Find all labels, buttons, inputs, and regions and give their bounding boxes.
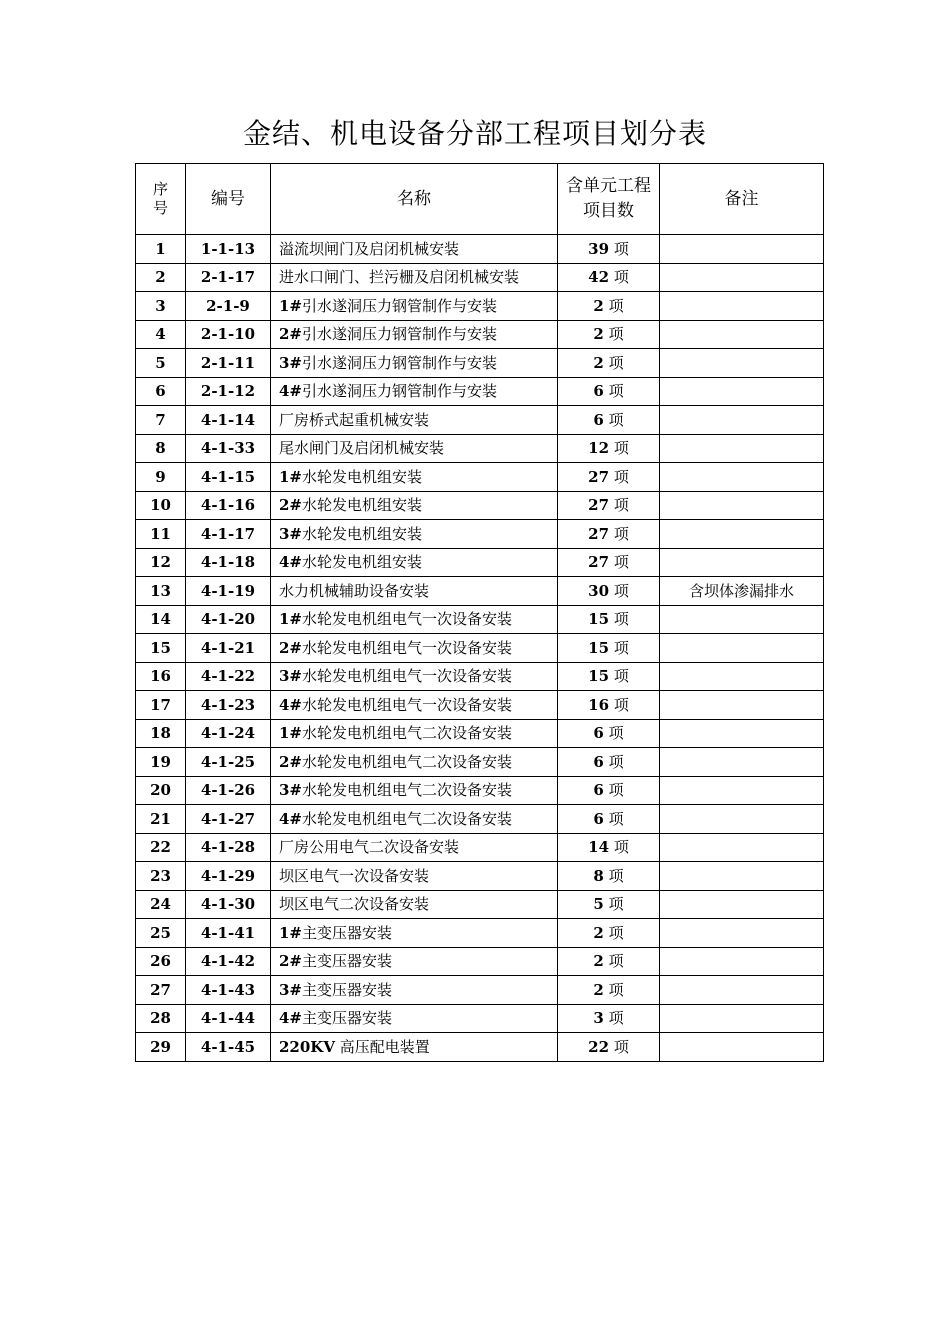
- row-count: [558, 463, 660, 492]
- row-count: [558, 833, 660, 862]
- row-name: [271, 805, 558, 834]
- row-seq: 14: [136, 605, 186, 634]
- row-count-value: 15: [588, 610, 610, 629]
- row-seq: 22: [136, 833, 186, 862]
- row-code: 4-1-45: [186, 1033, 271, 1062]
- row-name: [271, 947, 558, 976]
- row-name-prefix: 3#: [279, 353, 303, 372]
- row-seq: 1: [136, 235, 186, 264]
- row-code: 4-1-28: [186, 833, 271, 862]
- row-code: 4-1-41: [186, 919, 271, 948]
- row-code: 4-1-33: [186, 434, 271, 463]
- row-count: [558, 292, 660, 321]
- row-code: 4-1-42: [186, 947, 271, 976]
- row-seq: 23: [136, 862, 186, 891]
- row-count-unit: 项: [613, 524, 629, 543]
- header-code: 编号: [186, 164, 271, 235]
- row-note: [660, 463, 824, 492]
- row-note: [660, 947, 824, 976]
- row-count: [558, 263, 660, 292]
- row-code: 4-1-17: [186, 520, 271, 549]
- row-count-unit: 项: [608, 724, 624, 743]
- row-code: 2-1-17: [186, 263, 271, 292]
- row-name: [271, 605, 558, 634]
- row-count-value: 15: [588, 638, 610, 657]
- table-header-row: [136, 164, 824, 235]
- row-seq: 6: [136, 377, 186, 406]
- row-name: [271, 976, 558, 1005]
- row-name-text: 引水遂洞压力钢管制作与安装: [302, 296, 498, 315]
- row-count: [558, 320, 660, 349]
- row-name: [271, 406, 558, 435]
- row-count-value: 3: [593, 1009, 604, 1028]
- row-count-value: 27: [588, 553, 610, 572]
- row-note: [660, 377, 824, 406]
- table-row: [136, 862, 824, 891]
- row-count: [558, 548, 660, 577]
- row-name-prefix: 220KV: [279, 1037, 335, 1056]
- row-seq: 29: [136, 1033, 186, 1062]
- row-name: [271, 263, 558, 292]
- row-name: [271, 349, 558, 378]
- row-code: 2-1-11: [186, 349, 271, 378]
- table-row: [136, 577, 824, 606]
- row-code: 4-1-19: [186, 577, 271, 606]
- row-seq: 5: [136, 349, 186, 378]
- row-seq: 12: [136, 548, 186, 577]
- row-note: [660, 919, 824, 948]
- table-row: [136, 320, 824, 349]
- row-count: [558, 976, 660, 1005]
- row-name: [271, 434, 558, 463]
- row-count-value: 16: [588, 695, 610, 714]
- row-code: 4-1-18: [186, 548, 271, 577]
- row-code: 4-1-44: [186, 1004, 271, 1033]
- table-row: [136, 833, 824, 862]
- row-code: 4-1-25: [186, 748, 271, 777]
- row-seq: 17: [136, 691, 186, 720]
- table-row: [136, 377, 824, 406]
- row-name: [271, 691, 558, 720]
- table-row: [136, 434, 824, 463]
- row-note: [660, 235, 824, 264]
- row-code: 1-1-13: [186, 235, 271, 264]
- row-name: [271, 320, 558, 349]
- row-name: [271, 1004, 558, 1033]
- row-name-text: 高压配电装置: [335, 1037, 430, 1056]
- row-count: [558, 434, 660, 463]
- row-name-text: 水轮发电机组安装: [302, 524, 423, 543]
- row-count: [558, 406, 660, 435]
- table-row: [136, 463, 824, 492]
- row-count-unit: 项: [608, 952, 624, 971]
- row-code: 4-1-23: [186, 691, 271, 720]
- row-count-unit: 项: [608, 382, 624, 401]
- row-count-unit: 项: [613, 553, 629, 572]
- table-row: [136, 919, 824, 948]
- header-seq: 序号: [136, 164, 186, 235]
- row-name-text: 水轮发电机组电气一次设备安装: [302, 610, 513, 629]
- row-seq: 25: [136, 919, 186, 948]
- row-name-text: 主变压器安装: [302, 980, 393, 999]
- table-row: [136, 548, 824, 577]
- row-code: 4-1-15: [186, 463, 271, 492]
- row-seq: 3: [136, 292, 186, 321]
- table-row: [136, 1033, 824, 1062]
- row-note: [660, 520, 824, 549]
- row-note: [660, 349, 824, 378]
- row-name-text: 水轮发电机组安装: [302, 467, 423, 486]
- row-note: 含坝体渗漏排水: [660, 577, 824, 606]
- header-note: 备注: [660, 164, 824, 235]
- row-note: [660, 1004, 824, 1033]
- row-note: [660, 434, 824, 463]
- table-row: [136, 748, 824, 777]
- table-row: [136, 634, 824, 663]
- row-count-value: 2: [593, 296, 604, 315]
- row-count: [558, 605, 660, 634]
- row-note: [660, 862, 824, 891]
- row-count-unit: 项: [613, 439, 629, 458]
- row-count-value: 6: [593, 781, 604, 800]
- row-count-unit: 项: [613, 695, 629, 714]
- row-code: 2-1-10: [186, 320, 271, 349]
- row-code: 4-1-16: [186, 491, 271, 520]
- row-count-value: 15: [588, 667, 610, 686]
- row-count-unit: 项: [613, 467, 629, 486]
- row-count-unit: 项: [608, 980, 624, 999]
- table-row: [136, 263, 824, 292]
- row-code: 4-1-30: [186, 890, 271, 919]
- row-name: [271, 833, 558, 862]
- row-seq: 28: [136, 1004, 186, 1033]
- row-code: 4-1-27: [186, 805, 271, 834]
- row-name-prefix: 1#: [279, 610, 303, 629]
- row-note: [660, 292, 824, 321]
- row-count-unit: 项: [608, 895, 624, 914]
- row-count: [558, 719, 660, 748]
- row-note: [660, 263, 824, 292]
- row-count-unit: 项: [613, 239, 629, 258]
- row-code: 2-1-12: [186, 377, 271, 406]
- table-row: [136, 292, 824, 321]
- row-seq: 11: [136, 520, 186, 549]
- row-name-text: 厂房公用电气二次设备安装: [279, 838, 460, 857]
- row-count-unit: 项: [613, 1037, 629, 1056]
- row-seq: 10: [136, 491, 186, 520]
- table-row: [136, 1004, 824, 1033]
- row-note: [660, 719, 824, 748]
- row-seq: 8: [136, 434, 186, 463]
- table-row: [136, 976, 824, 1005]
- table-body: [136, 235, 824, 1062]
- row-count-unit: 项: [613, 838, 629, 857]
- row-count-value: 5: [593, 895, 604, 914]
- row-count: [558, 748, 660, 777]
- row-note: [660, 548, 824, 577]
- row-count: [558, 349, 660, 378]
- row-name-prefix: 4#: [279, 1009, 303, 1028]
- row-count-unit: 项: [613, 638, 629, 657]
- row-name-text: 引水遂洞压力钢管制作与安装: [302, 325, 498, 344]
- header-name: 名称: [271, 164, 558, 235]
- row-count: [558, 520, 660, 549]
- row-name-text: 水轮发电机组电气二次设备安装: [302, 781, 513, 800]
- row-name-text: 进水口闸门、拦污栅及启闭机械安装: [279, 268, 520, 287]
- row-seq: 27: [136, 976, 186, 1005]
- row-note: [660, 605, 824, 634]
- row-count: [558, 377, 660, 406]
- row-count-unit: 项: [613, 667, 629, 686]
- row-count-value: 14: [588, 838, 610, 857]
- row-count: [558, 691, 660, 720]
- row-name-prefix: 1#: [279, 296, 303, 315]
- row-count-value: 2: [593, 923, 604, 942]
- row-note: [660, 491, 824, 520]
- row-code: 2-1-9: [186, 292, 271, 321]
- table-row: [136, 691, 824, 720]
- header-count: 含单元工程项目数: [558, 164, 660, 235]
- row-seq: 16: [136, 662, 186, 691]
- row-count-value: 2: [593, 353, 604, 372]
- row-count-value: 2: [593, 952, 604, 971]
- row-code: 4-1-20: [186, 605, 271, 634]
- row-name: [271, 577, 558, 606]
- row-count-value: 6: [593, 809, 604, 828]
- row-name-prefix: 4#: [279, 809, 303, 828]
- row-count-value: 8: [593, 866, 604, 885]
- page-title: 金结、机电设备分部工程项目划分表: [242, 117, 707, 150]
- row-note: [660, 662, 824, 691]
- table-row: [136, 776, 824, 805]
- table-row: [136, 605, 824, 634]
- row-count-unit: 项: [608, 781, 624, 800]
- row-name-prefix: 2#: [279, 638, 303, 657]
- table-row: [136, 805, 824, 834]
- row-count: [558, 235, 660, 264]
- row-count-value: 2: [593, 980, 604, 999]
- row-name-text: 引水遂洞压力钢管制作与安装: [302, 353, 498, 372]
- row-seq: 9: [136, 463, 186, 492]
- row-name-text: 水轮发电机组安装: [302, 553, 423, 572]
- row-note: [660, 890, 824, 919]
- row-name-prefix: 2#: [279, 952, 303, 971]
- row-name-text: 水力机械辅助设备安装: [279, 581, 430, 600]
- row-name-prefix: 1#: [279, 724, 303, 743]
- row-seq: 21: [136, 805, 186, 834]
- row-count: [558, 947, 660, 976]
- row-count: [558, 662, 660, 691]
- row-count-value: 2: [593, 325, 604, 344]
- row-note: [660, 406, 824, 435]
- row-code: 4-1-29: [186, 862, 271, 891]
- row-name-prefix: 2#: [279, 752, 303, 771]
- row-seq: 2: [136, 263, 186, 292]
- row-count-value: 27: [588, 496, 610, 515]
- row-name-prefix: 3#: [279, 524, 303, 543]
- row-name: [271, 890, 558, 919]
- table-row: [136, 662, 824, 691]
- table-row: [136, 719, 824, 748]
- row-count-unit: 项: [608, 752, 624, 771]
- row-count-unit: 项: [608, 866, 624, 885]
- row-name-text: 水轮发电机组电气二次设备安装: [302, 809, 513, 828]
- row-name: [271, 520, 558, 549]
- row-seq: 15: [136, 634, 186, 663]
- row-count-unit: 项: [608, 296, 624, 315]
- project-division-table: [135, 163, 824, 1062]
- row-note: [660, 1033, 824, 1062]
- row-name: [271, 662, 558, 691]
- row-name: [271, 463, 558, 492]
- row-name: [271, 292, 558, 321]
- row-name-prefix: 1#: [279, 923, 303, 942]
- row-code: 4-1-22: [186, 662, 271, 691]
- row-name-text: 水轮发电机组电气二次设备安装: [302, 752, 513, 771]
- row-name-text: 水轮发电机组电气二次设备安装: [302, 724, 513, 743]
- row-code: 4-1-26: [186, 776, 271, 805]
- row-count-value: 27: [588, 524, 610, 543]
- table-row: [136, 406, 824, 435]
- row-name-text: 坝区电气二次设备安装: [279, 895, 430, 914]
- row-count-value: 6: [593, 382, 604, 401]
- row-code: 4-1-24: [186, 719, 271, 748]
- row-code: 4-1-14: [186, 406, 271, 435]
- row-count-value: 27: [588, 467, 610, 486]
- row-name: [271, 1033, 558, 1062]
- row-count-unit: 项: [608, 1009, 624, 1028]
- row-count-unit: 项: [608, 353, 624, 372]
- row-name-text: 厂房桥式起重机械安装: [279, 410, 430, 429]
- row-seq: 20: [136, 776, 186, 805]
- row-count: [558, 634, 660, 663]
- table-row: [136, 491, 824, 520]
- row-count: [558, 890, 660, 919]
- row-note: [660, 976, 824, 1005]
- row-count: [558, 577, 660, 606]
- row-seq: 26: [136, 947, 186, 976]
- row-name: [271, 862, 558, 891]
- row-seq: 4: [136, 320, 186, 349]
- row-count-value: 39: [588, 239, 610, 258]
- row-count: [558, 1004, 660, 1033]
- row-note: [660, 833, 824, 862]
- row-name-text: 水轮发电机组电气一次设备安装: [302, 638, 513, 657]
- row-name-prefix: 1#: [279, 467, 303, 486]
- row-note: [660, 691, 824, 720]
- row-note: [660, 320, 824, 349]
- row-name-prefix: 3#: [279, 980, 303, 999]
- row-name: [271, 377, 558, 406]
- row-count: [558, 919, 660, 948]
- row-count-value: 22: [588, 1037, 610, 1056]
- row-count-value: 42: [588, 268, 610, 287]
- row-name-text: 水轮发电机组电气一次设备安装: [302, 695, 513, 714]
- row-note: [660, 748, 824, 777]
- row-count-value: 6: [593, 752, 604, 771]
- row-name-prefix: 4#: [279, 695, 303, 714]
- row-seq: 19: [136, 748, 186, 777]
- row-seq: 24: [136, 890, 186, 919]
- table-row: [136, 947, 824, 976]
- row-count-unit: 项: [613, 496, 629, 515]
- row-name-text: 溢流坝闸门及启闭机械安装: [279, 239, 460, 258]
- row-name-prefix: 2#: [279, 325, 303, 344]
- row-name-text: 水轮发电机组电气一次设备安装: [302, 667, 513, 686]
- row-count: [558, 805, 660, 834]
- row-name: [271, 748, 558, 777]
- row-name-prefix: 3#: [279, 667, 303, 686]
- row-name-text: 主变压器安装: [302, 923, 393, 942]
- row-name-text: 坝区电气一次设备安装: [279, 866, 430, 885]
- row-name: [271, 491, 558, 520]
- row-name-prefix: 2#: [279, 496, 303, 515]
- row-seq: 7: [136, 406, 186, 435]
- row-name: [271, 548, 558, 577]
- row-name-prefix: 4#: [279, 553, 303, 572]
- row-note: [660, 805, 824, 834]
- row-count-unit: 项: [613, 268, 629, 287]
- row-count-unit: 项: [608, 923, 624, 942]
- row-note: [660, 634, 824, 663]
- row-code: 4-1-43: [186, 976, 271, 1005]
- row-name-text: 引水遂洞压力钢管制作与安装: [302, 382, 498, 401]
- row-count-value: 6: [593, 724, 604, 743]
- row-count-unit: 项: [608, 809, 624, 828]
- row-count: [558, 491, 660, 520]
- table-row: [136, 349, 824, 378]
- row-name: [271, 235, 558, 264]
- row-count-unit: 项: [608, 410, 624, 429]
- row-seq: 13: [136, 577, 186, 606]
- row-seq: 18: [136, 719, 186, 748]
- row-name: [271, 719, 558, 748]
- table-row: [136, 520, 824, 549]
- row-name: [271, 776, 558, 805]
- table-row: [136, 890, 824, 919]
- row-count-value: 30: [588, 581, 610, 600]
- row-name-prefix: 3#: [279, 781, 303, 800]
- row-count-unit: 项: [613, 610, 629, 629]
- row-name-text: 主变压器安装: [302, 1009, 393, 1028]
- row-count-unit: 项: [608, 325, 624, 344]
- row-count-unit: 项: [613, 581, 629, 600]
- row-count-value: 6: [593, 410, 604, 429]
- row-name-prefix: 4#: [279, 382, 303, 401]
- row-count: [558, 862, 660, 891]
- table-row: [136, 235, 824, 264]
- row-count: [558, 776, 660, 805]
- row-name-text: 水轮发电机组安装: [302, 496, 423, 515]
- row-name: [271, 634, 558, 663]
- row-count: [558, 1033, 660, 1062]
- row-name-text: 主变压器安装: [302, 952, 393, 971]
- row-name-text: 尾水闸门及启闭机械安装: [279, 439, 445, 458]
- row-count-value: 12: [588, 439, 610, 458]
- row-note: [660, 776, 824, 805]
- row-name: [271, 919, 558, 948]
- row-code: 4-1-21: [186, 634, 271, 663]
